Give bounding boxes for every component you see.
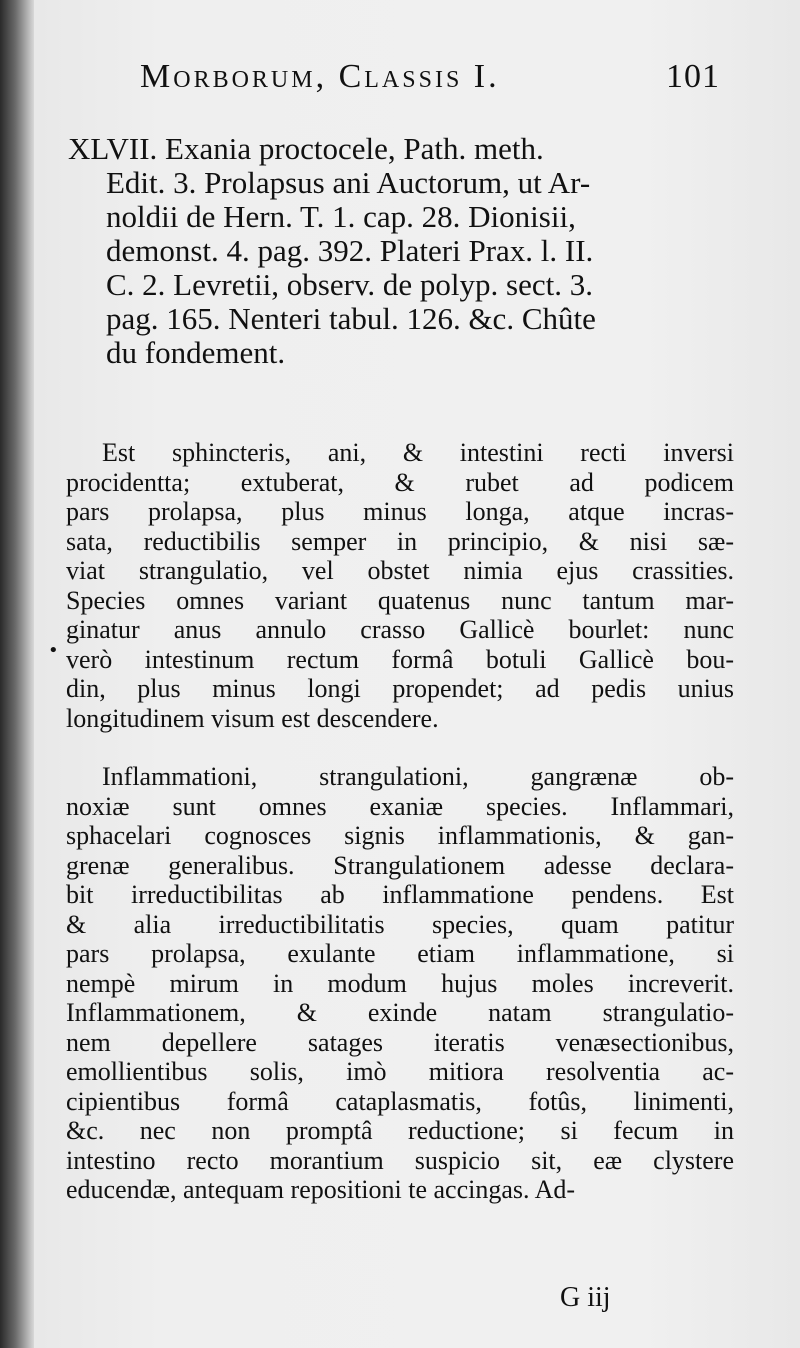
p1-line: viat strangulatio, vel obstet nimia ejus crassities. bbox=[66, 556, 734, 585]
disease-entry bbox=[68, 132, 736, 370]
p1-line: pars prolapsa, plus minus longa, atque incras- bbox=[66, 497, 734, 526]
p2-line: nem depellere satages iteratis venæsectionibus, bbox=[66, 1027, 734, 1057]
p1-line: ginatur anus annulo crasso Gallicè bourlet: nunc bbox=[66, 615, 734, 644]
p2-line: grenæ generalibus. Strangulationem adesse declara- bbox=[66, 850, 734, 880]
p2-line: educendæ, antequam repositioni te accingas. Ad- bbox=[66, 1175, 576, 1204]
entry-line: Edit. 3. Prolapsus ani Auctorum, ut Ar- bbox=[106, 165, 591, 200]
entry-line: XLVII. Exania proctocele, Path. meth. bbox=[68, 131, 544, 166]
running-title: Morborum, Classis I. bbox=[140, 58, 500, 95]
entry-line: pag. 165. Nenteri tabul. 126. &c. Chûte bbox=[106, 301, 596, 336]
p2-line: cipientibus formâ cataplasmatis, fotûs, linimenti, bbox=[66, 1086, 734, 1116]
p2-line: emollientibus solis, imò mitiora resolventia ac- bbox=[66, 1057, 734, 1086]
margin-mark: • bbox=[48, 640, 59, 661]
p1-line: Species omnes variant quatenus nunc tantum mar- bbox=[66, 585, 734, 615]
entry-line: noldii de Hern. T. 1. cap. 28. Dionisii, bbox=[106, 199, 576, 234]
page-number: 101 bbox=[666, 58, 720, 95]
p2-line: bit irreductibilitas ab inflammatione pendens. Est bbox=[66, 880, 734, 909]
p1-line: sata, reductibilis semper in principio, & nisi sæ- bbox=[66, 526, 734, 556]
entry-line: demonst. 4. pag. 392. Plateri Prax. l. II. bbox=[106, 233, 594, 268]
p1-line: Est sphincteris, ani, & intestini recti inversi bbox=[102, 438, 734, 467]
running-header bbox=[140, 58, 740, 96]
p1-line: verò intestinum rectum formâ botuli Gallicè bou- bbox=[66, 644, 734, 674]
entry-line: du fondement. bbox=[106, 335, 286, 370]
p2-line: nempè mirum in modum hujus moles increverit. bbox=[66, 968, 734, 998]
p2-line: sphacelari cognosces signis inflammationis, & gan- bbox=[66, 821, 734, 850]
p2-line: &c. nec non promptâ reductione; si fecum in bbox=[66, 1116, 734, 1145]
p1-line: din, plus minus longi propendet; ad pedis unius bbox=[66, 674, 734, 703]
p1-line: longitudinem visum est descendere. bbox=[66, 703, 439, 733]
entry-line: C. 2. Levretii, observ. de polyp. sect. 3. bbox=[106, 267, 593, 302]
p2-line: Inflammationi, strangulationi, gangrænæ ob- bbox=[102, 762, 734, 791]
p2-line: pars prolapsa, exulante etiam inflammatione, si bbox=[66, 939, 734, 968]
treatment-paragraph bbox=[66, 762, 734, 1205]
signature-mark: G iij bbox=[560, 1282, 611, 1313]
p2-line: & alia irreductibilitatis species, quam patitur bbox=[66, 909, 734, 939]
page-gutter-shadow bbox=[0, 0, 34, 1348]
description-paragraph bbox=[66, 438, 734, 733]
p2-line: Inflammationem, & exinde natam strangulatio- bbox=[66, 998, 734, 1027]
p2-line: noxiæ sunt omnes exaniæ species. Inflammari, bbox=[66, 791, 734, 821]
p1-line: procidentta; extuberat, & rubet ad podicem bbox=[66, 467, 734, 497]
p2-line: intestino recto morantium suspicio sit, eæ clystere bbox=[66, 1145, 734, 1175]
